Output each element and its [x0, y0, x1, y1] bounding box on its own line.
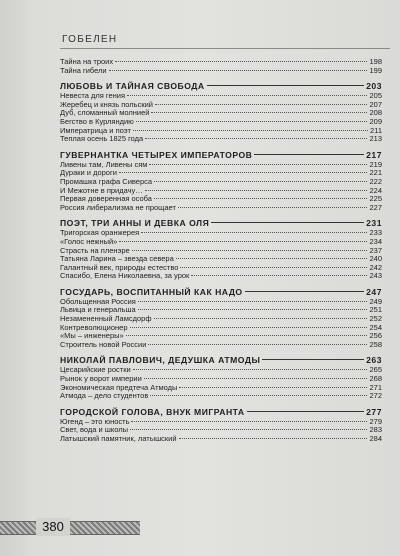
entry-title: «Мы – инженеры» [60, 331, 124, 341]
leader-dots [130, 429, 368, 430]
entry-page: 199 [369, 65, 382, 75]
leader-dots [126, 335, 368, 336]
toc-entry [60, 392, 382, 401]
toc-entry [60, 135, 382, 144]
entry-title: ГОРОДСКОЙ ГОЛОВА, ВНУК МИГРАНТА [60, 406, 245, 417]
leader-dots [191, 275, 367, 276]
leader-dots [149, 164, 367, 165]
leader-dots [150, 395, 367, 396]
leader-dots [141, 232, 367, 233]
section-title-row [60, 81, 382, 91]
section-title-row [60, 287, 382, 297]
leader-dots [179, 438, 368, 439]
entry-title: Ливены там, Ливены сям [60, 159, 148, 169]
section-title-row [60, 355, 382, 365]
leader-dots [115, 61, 367, 62]
entry-page: 258 [369, 339, 382, 349]
entry-page: 272 [369, 391, 382, 401]
entry-page: 240 [369, 254, 382, 264]
entry-page: 265 [369, 365, 382, 375]
entry-title: Обольщенная Россия [60, 296, 136, 306]
entry-title: Промашка графа Сиверса [60, 176, 153, 186]
ornament-stripe [0, 521, 140, 535]
entry-page: 208 [369, 108, 382, 118]
entry-page: 219 [369, 159, 382, 169]
entry-title: Львица и генеральша [60, 305, 136, 315]
entry-title: Тригорская оранжерея [60, 228, 140, 238]
leader-dots [133, 369, 368, 370]
entry-page: 263 [366, 355, 382, 366]
entry-title: Экономическая предтеча Атмоды [60, 382, 178, 392]
entry-page: 237 [369, 245, 382, 255]
entry-title: ЛЮБОВЬ И ТАЙНАЯ СВОБОДА [60, 81, 205, 92]
entry-title: Тайна на троих [60, 57, 114, 66]
entry-title: Контреволюционер [60, 322, 128, 332]
leader-dots [155, 104, 368, 105]
entry-title: Жеребец и князь польский [60, 99, 153, 109]
entry-title: Цесарийские ростки [60, 365, 131, 375]
leader-dots [136, 121, 368, 122]
toc-entry [60, 272, 382, 281]
entry-title: Латышский памятник, латышский [60, 434, 177, 443]
entry-page: 227 [369, 202, 382, 212]
entry-title: ПОЭТ, ТРИ АННЫ И ДЕВКА ОЛЯ [60, 218, 210, 229]
entry-page: 242 [369, 262, 382, 272]
leader-dots [151, 112, 367, 113]
entry-page: 205 [369, 91, 382, 101]
entry-title: НИКОЛАЙ ПАВЛОВИЧ, ДЕДУШКА АТМОДЫ [60, 355, 261, 366]
entry-title: Россия либерализма не прощает [60, 202, 176, 212]
entry-page: 233 [369, 228, 382, 238]
leader-dots [145, 138, 367, 139]
entry-title: Спасибо, Елена Николаевна, за урок [60, 271, 190, 281]
section-heading [60, 287, 382, 297]
leader-dots [207, 85, 365, 86]
entry-page: 254 [369, 322, 382, 332]
entry-title: Галантный век, природы естество [60, 262, 179, 272]
entry-page: 211 [370, 125, 382, 135]
entry-page: 271 [369, 382, 382, 392]
entry-page: 225 [369, 194, 382, 204]
entry-title: Рынок у ворот империи [60, 374, 142, 384]
entry-page: 209 [369, 116, 382, 126]
leader-dots [211, 222, 364, 223]
leader-dots [148, 344, 367, 345]
entry-page: 203 [366, 81, 382, 92]
entry-title: Атмода – дело студентов [60, 391, 149, 401]
toc-entry [60, 341, 382, 350]
entry-title: ГУВЕРНАНТКА ЧЕТЫРЕХ ИМПЕРАТОРОВ [60, 149, 253, 160]
entry-title: Татьяна Ларина – звезда севера [60, 254, 174, 264]
toc-entry [60, 67, 382, 76]
leader-dots [131, 421, 367, 422]
leader-dots [180, 267, 367, 268]
toc-entry [60, 435, 382, 444]
entry-page: 243 [369, 271, 382, 281]
entry-page: 277 [366, 406, 382, 417]
entry-title: Первая доверенная особа [60, 194, 152, 204]
running-header: ГОБЕЛЕН [62, 34, 118, 45]
section-heading [60, 407, 382, 417]
entry-page: 284 [369, 434, 382, 443]
entry-title: «Голос нежный» [60, 236, 118, 246]
leader-dots [144, 378, 368, 379]
leader-dots [138, 309, 368, 310]
entry-title: Югенд – это юность [60, 416, 130, 426]
entry-page: 234 [369, 236, 382, 246]
entry-title: ГОСУДАРЬ, ВОСПИТАННЫЙ КАК НАДО [60, 286, 243, 297]
leader-dots [262, 359, 364, 360]
entry-page: 251 [369, 305, 382, 315]
entry-page: 213 [369, 134, 382, 144]
entry-page: 221 [369, 168, 382, 178]
section-title-row [60, 150, 382, 160]
section-title-row [60, 407, 382, 417]
entry-title: Императрица и поэт [60, 125, 131, 135]
entry-title: Страсть на пленэре [60, 245, 130, 255]
header-rule [60, 48, 390, 49]
leader-dots [145, 190, 368, 191]
section-heading [60, 355, 382, 365]
page-footer [0, 516, 400, 538]
entry-title: Строитель новой России [60, 339, 147, 349]
entry-title: Теплая осень 1825 года [60, 134, 144, 144]
entry-title: Тайна гибели [60, 65, 107, 75]
entry-page: 217 [366, 149, 382, 160]
leader-dots [109, 70, 368, 71]
section-title-row [60, 218, 382, 228]
leader-dots [119, 241, 367, 242]
entry-page: 247 [366, 286, 382, 297]
entry-page: 231 [366, 218, 382, 229]
toc-entry [60, 204, 382, 213]
entry-page: 279 [369, 416, 382, 426]
entry-title: Бегство в Курляндию [60, 116, 134, 126]
leader-dots [130, 327, 368, 328]
leader-dots [138, 301, 368, 302]
section-heading [60, 81, 382, 91]
entry-page: 268 [369, 374, 382, 384]
leader-dots [245, 291, 365, 292]
leader-dots [176, 258, 368, 259]
entry-title: Дуб, сломанный молнией [60, 108, 150, 118]
page-number: 380 [36, 518, 70, 536]
leader-dots [127, 95, 367, 96]
leader-dots [178, 207, 368, 208]
entry-page: 256 [369, 331, 382, 341]
section-heading [60, 150, 382, 160]
entry-title: Незамененный Ламсдорф [60, 314, 152, 324]
table-of-contents [60, 58, 382, 444]
leader-dots [154, 181, 367, 182]
entry-page: 224 [369, 185, 382, 195]
toc-entry [60, 58, 382, 67]
leader-dots [179, 387, 367, 388]
entry-page: 207 [369, 99, 382, 109]
entry-page: 222 [369, 176, 382, 186]
entry-page: 198 [369, 57, 382, 66]
leader-dots [133, 130, 368, 131]
leader-dots [132, 250, 368, 251]
leader-dots [254, 154, 364, 155]
leader-dots [247, 411, 365, 412]
entry-page: 252 [369, 314, 382, 324]
entry-title: Свет, вода и школы [60, 425, 128, 435]
entry-title: И Межотне в придачу… [60, 185, 143, 195]
entry-page: 283 [369, 425, 382, 435]
entry-title: Невеста для гения [60, 91, 126, 101]
leader-dots [154, 198, 368, 199]
leader-dots [119, 172, 368, 173]
section-heading [60, 218, 382, 228]
entry-title: Дураки и дороги [60, 168, 117, 178]
leader-dots [154, 318, 368, 319]
entry-page: 249 [369, 296, 382, 306]
